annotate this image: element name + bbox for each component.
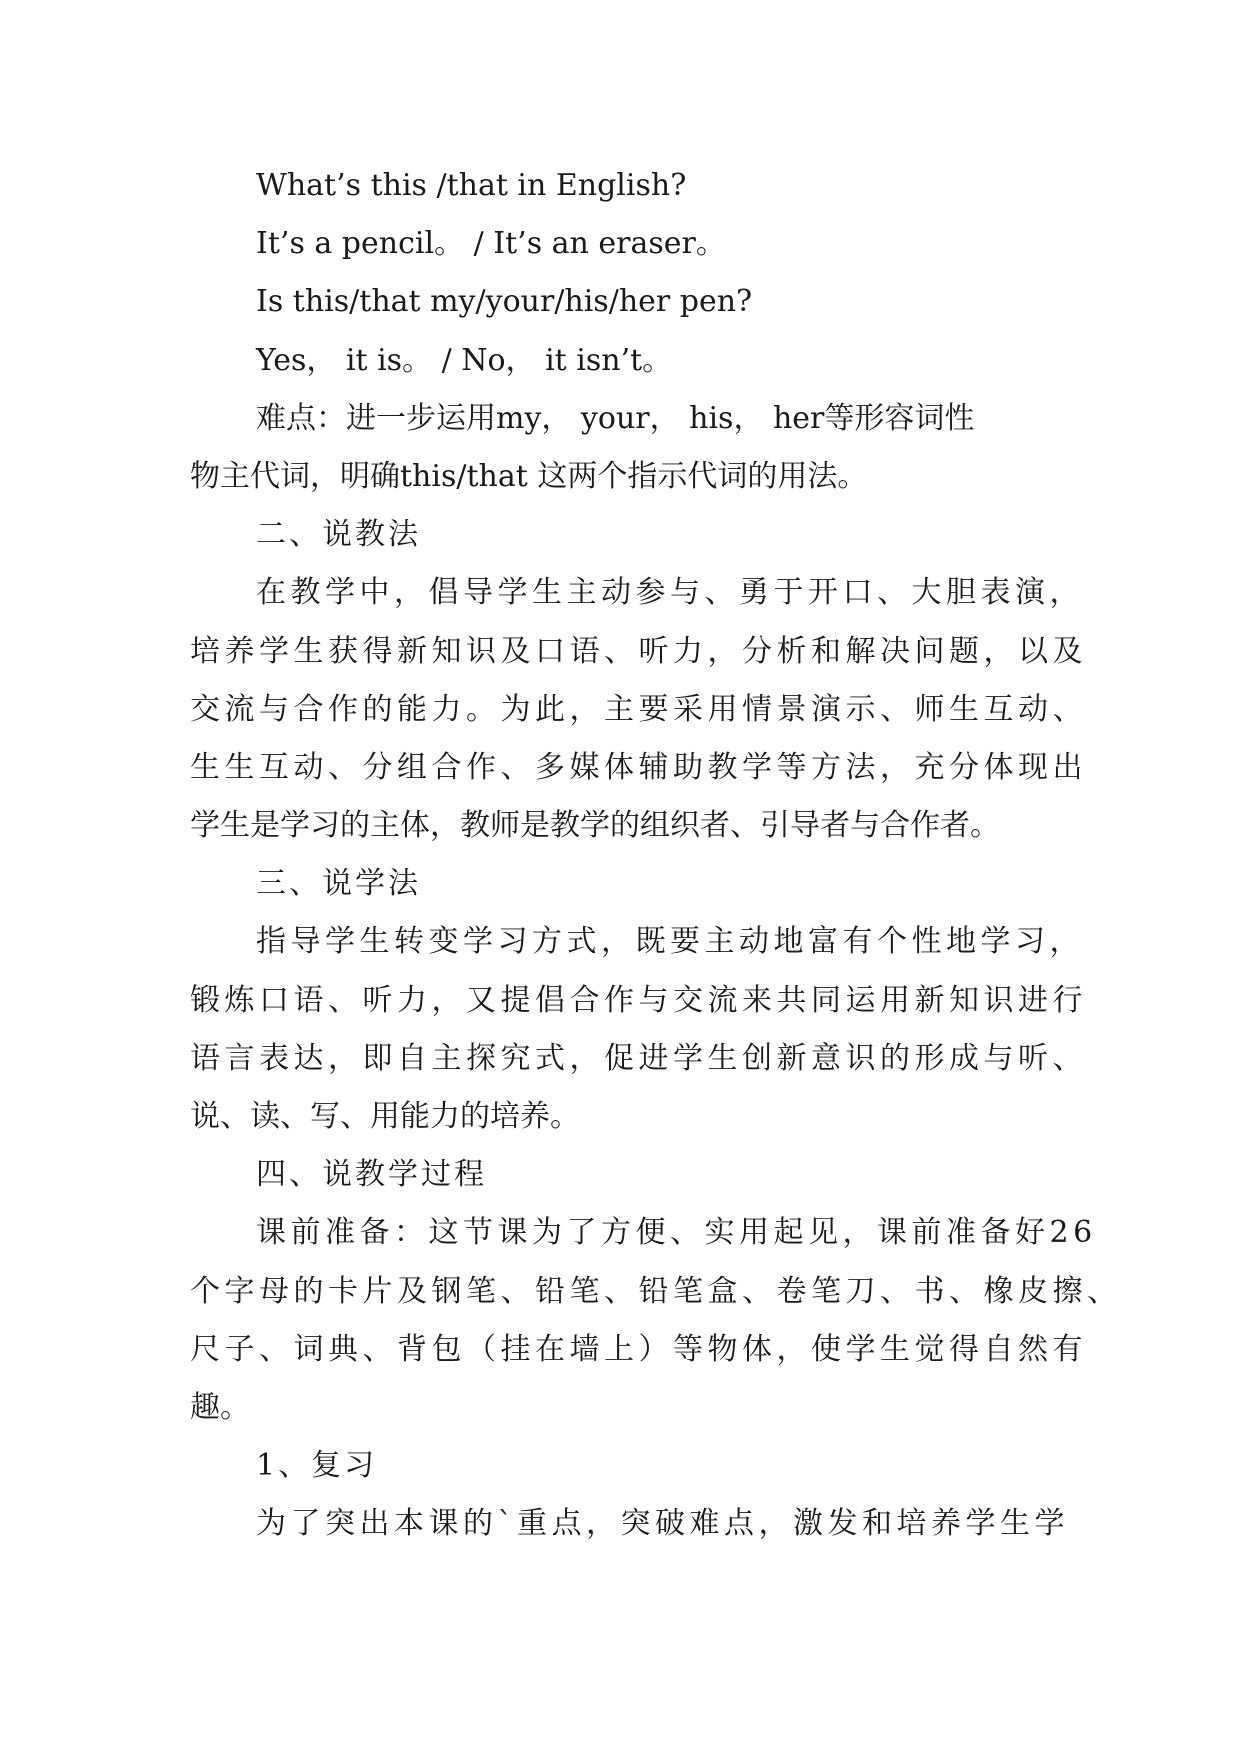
text-line: 语言表达，即自主探究式，促进学生创新意识的形成与听、 <box>190 1040 1087 1076</box>
section-heading: 1、复习 <box>256 1448 378 1484</box>
section-heading: 二、说教法 <box>256 517 421 553</box>
text-line: 物主代词，明确this/that 这两个指示代词的用法。 <box>190 458 868 494</box>
text-line: Is this/that my/your/his/her pen? <box>256 284 753 320</box>
text-line: 在教学中，倡导学生主动参与、勇于开口、大胆表演， <box>256 575 1084 611</box>
section-heading: 四、说教学过程 <box>256 1157 487 1193</box>
text-line: 指导学生转变学习方式，既要主动地富有个性地学习， <box>256 924 1084 960</box>
section-heading: 三、说学法 <box>256 866 421 902</box>
text-line: 趣。 <box>190 1389 250 1425</box>
text-line: What’s this /that in English? <box>256 168 687 203</box>
text-line: 学生是学习的主体，教师是教学的组织者、引导者与合作者。 <box>190 808 1000 844</box>
text-line: 培养学生获得新知识及口语、听力，分析和解决问题，以及 <box>190 633 1087 669</box>
document-body <box>190 157 1122 1554</box>
text-line: Yes， it is。 / No， it isn’t。 <box>256 342 673 378</box>
text-line: 难点：进一步运用my， your， his， her等形容词性 <box>256 400 975 436</box>
text-line: 生生互动、分组合作、多媒体辅助教学等方法，充分体现出 <box>190 749 1087 785</box>
text-line: 尺子、词典、背包（挂在墙上）等物体，使学生觉得自然有 <box>190 1331 1087 1367</box>
text-line: 交流与合作的能力。为此，主要采用情景演示、师生互动、 <box>190 691 1087 727</box>
text-line: 为了突出本课的`重点，突破难点，激发和培养学生学 <box>256 1506 1069 1542</box>
text-line: 个字母的卡片及钢笔、铅笔、铅笔盒、卷笔刀、书、橡皮擦、 <box>190 1273 1122 1309</box>
text-line: 课前准备：这节课为了方便、实用起见，课前准备好26 <box>256 1215 1097 1251</box>
text-line: 说、读、写、用能力的培养。 <box>190 1099 580 1134</box>
text-line: It’s a pencil。 / It’s an eraser。 <box>256 226 726 262</box>
text-line: 锻炼口语、听力，又提倡合作与交流来共同运用新知识进行 <box>190 982 1087 1018</box>
